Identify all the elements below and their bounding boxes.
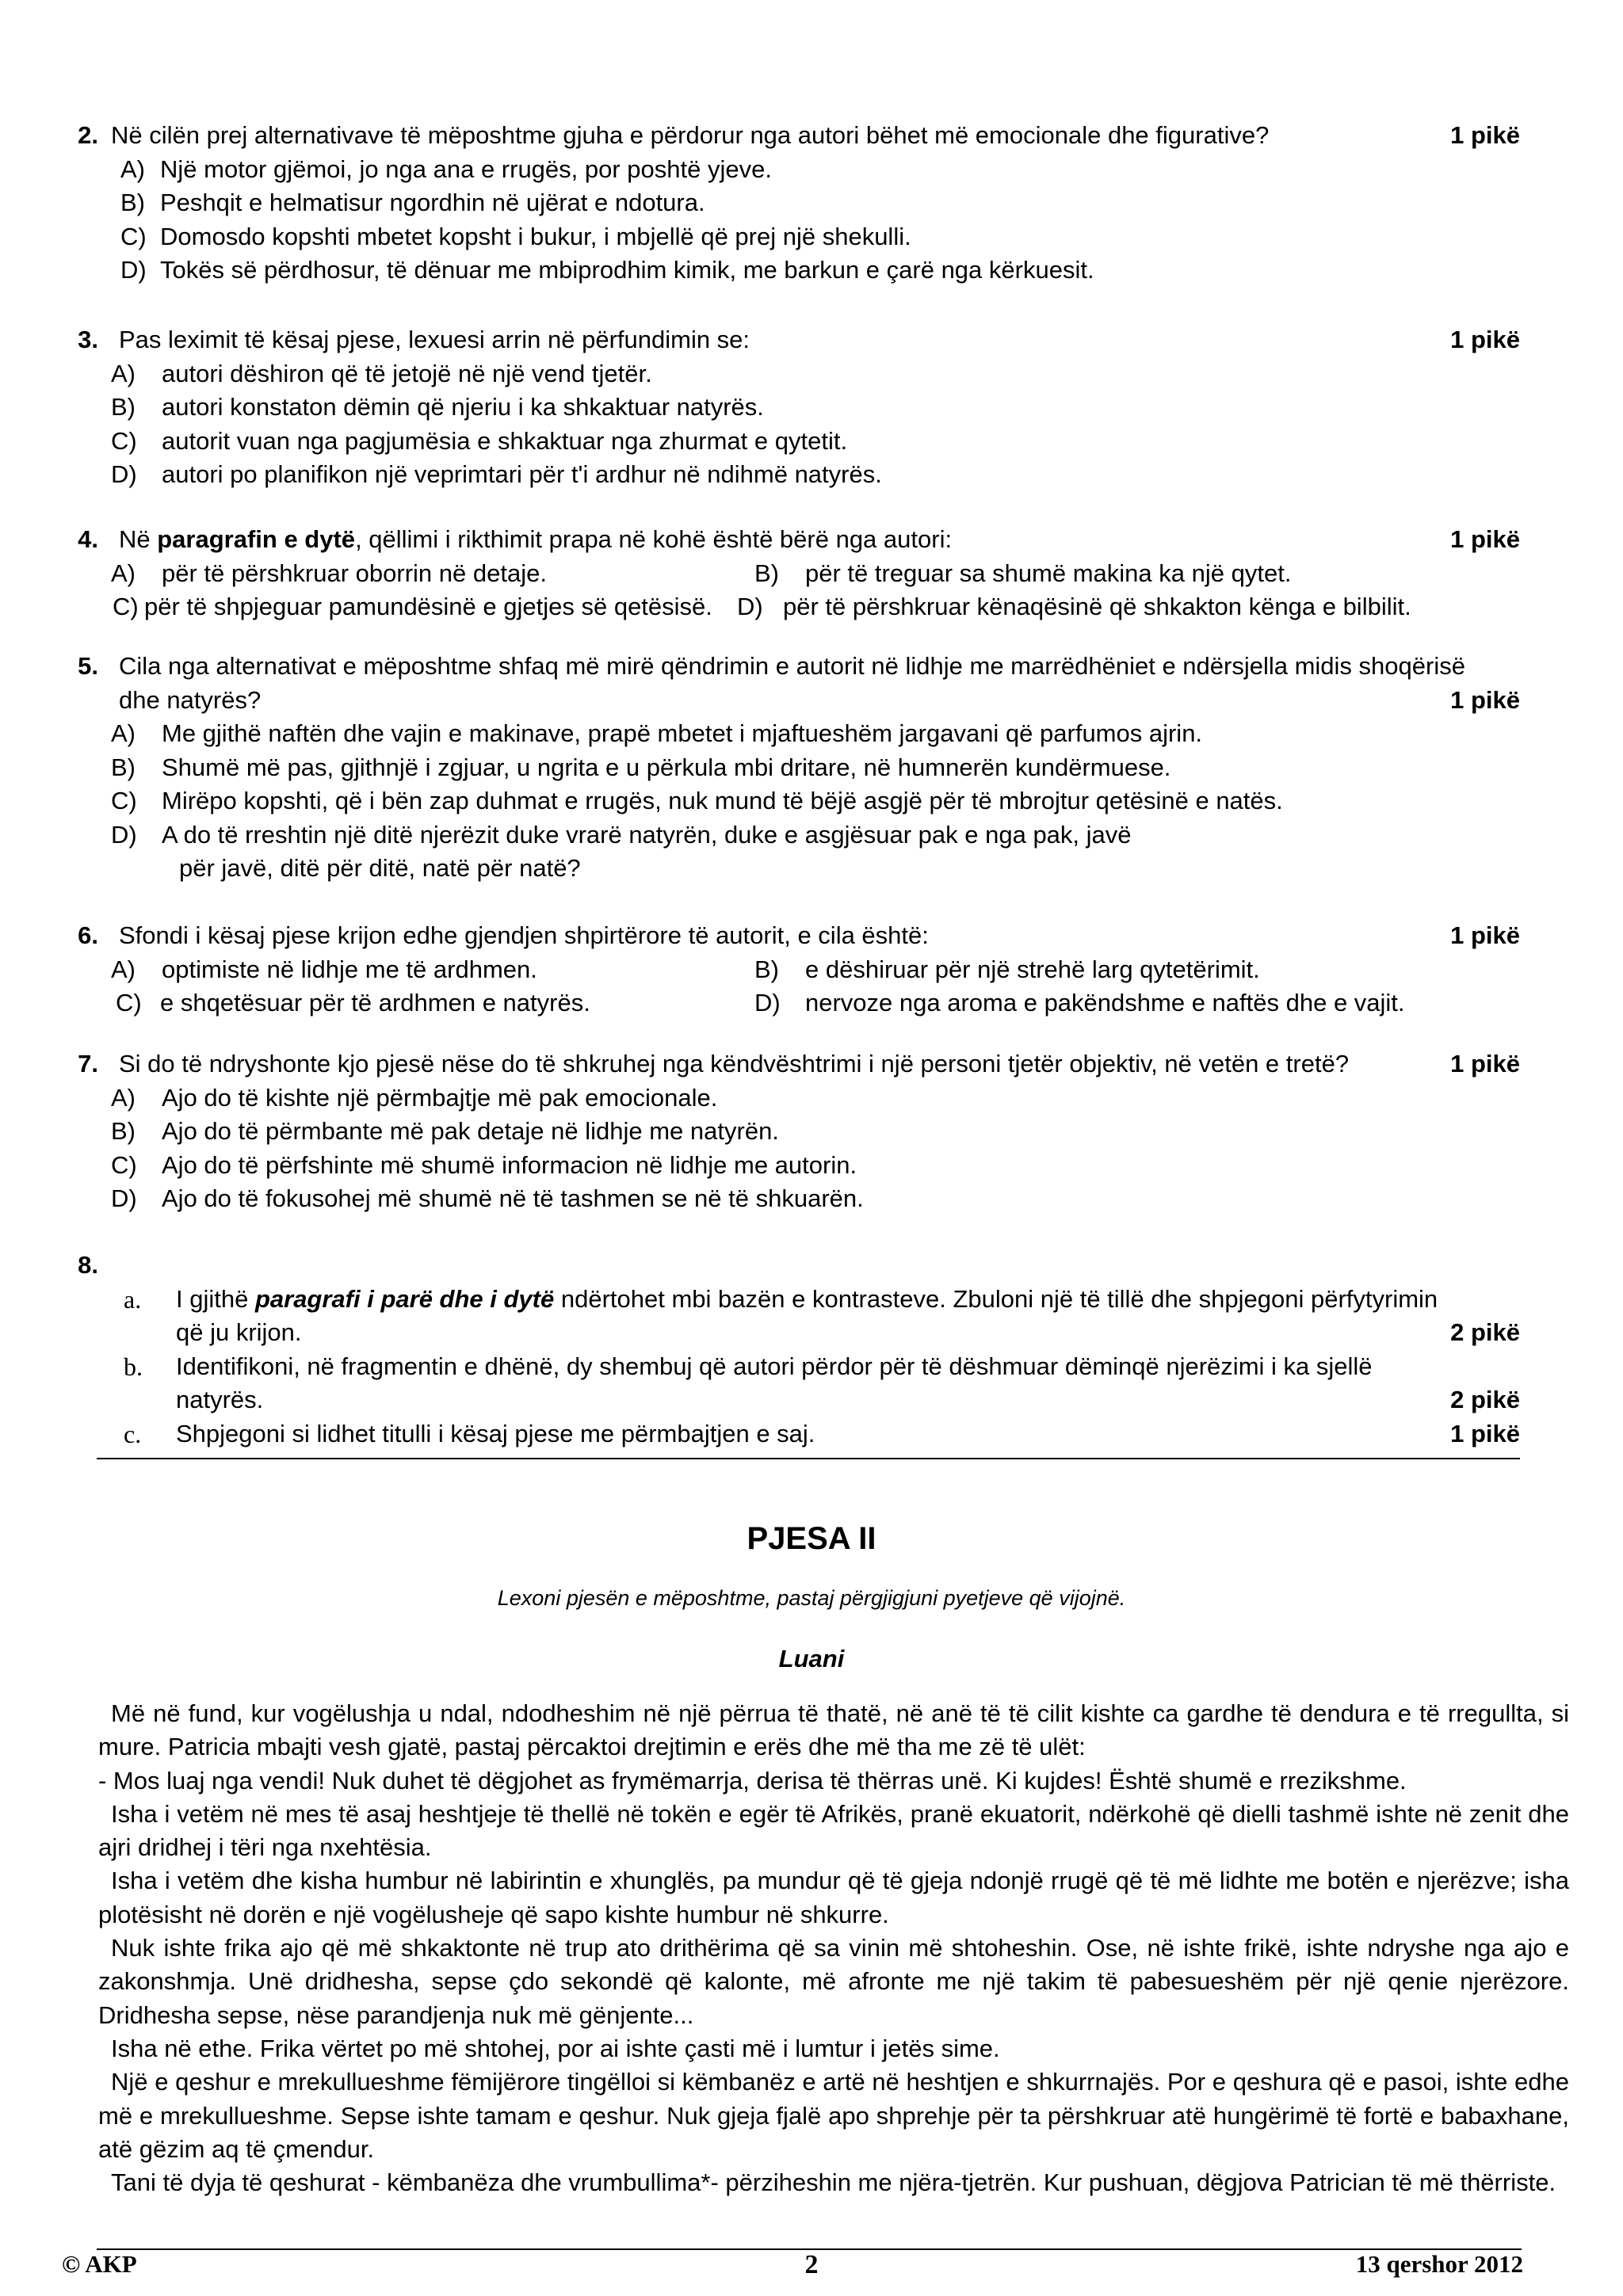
question-7 xyxy=(62,1047,1520,1216)
option-c: C) autorit vuan nga pagjumësia e shkaktuar nga zhurmat e qytetit. xyxy=(111,426,848,455)
question-4 xyxy=(62,523,1520,624)
question-text: Sfondi i kësaj pjese krijon edhe gjendjen shpirtërore të autorit, e cila është: xyxy=(119,921,929,949)
option-d: D) Tokës së përdhosur, të dënuar me mbiprodhim kimik, me barkun e çarë nga kërkuesit. xyxy=(120,256,1094,284)
options-row-1 xyxy=(62,953,1520,987)
question-6 xyxy=(62,919,1520,1020)
option-a: A) autori dëshiron që të jetojë në një vend tjetër. xyxy=(111,359,652,387)
footer-copyright: © AKP xyxy=(62,2250,137,2278)
footer-date: 13 qershor 2012 xyxy=(1355,2250,1523,2278)
question-text: Në paragrafin e dytë, qëllimi i rikthimit prapa në kohë është bërë nga autori: xyxy=(119,525,953,553)
question-number: 4. xyxy=(78,525,98,553)
question-points: 1 pikë xyxy=(1450,525,1520,553)
question-points: 1 pikë xyxy=(1450,921,1520,949)
section-divider xyxy=(97,1458,1520,1459)
story-paragraph: Nuk ishte frika ajo që më shkaktonte në trup ato drithërima që sa vinin më shtoheshin. Ose, në ishte frikë, ishte ndryshe nga ajo e zakonshmja. Unë dridhesha, sepse çdo sekondë që kalonte, më afronte me një takim të pabesueshëm për një qenie njerëzore. Dridhesha sepse, nëse parandjenja nuk më gënjente... xyxy=(98,1934,1569,2029)
option-b: B) e dëshiruar për një strehë larg qytetërimit. xyxy=(754,955,1260,983)
options-row-2 xyxy=(62,986,1520,1020)
option-d: D) Ajo do të fokusohej më shumë në të tashmen se në të shkuarën. xyxy=(111,1184,864,1212)
option-a: A) Me gjithë naftën dhe vajin e makinave, prapë mbetet i mjaftueshëm jargavani që parfumos ajrin. xyxy=(111,719,1203,747)
question-8 xyxy=(62,1249,1520,1451)
option-d: D) A do të rreshtin një ditë njerëzit duke vrarë natyrën, duke e asgjësuar pak e nga pak, javë xyxy=(111,820,1132,849)
question-points: 1 pikë xyxy=(1450,326,1520,353)
question-number: 5. xyxy=(78,652,98,680)
option-b: B) për të treguar sa shumë makina ka një qytet. xyxy=(754,559,1292,587)
story-paragraph: - Mos luaj nga vendi! Nuk duhet të dëgjohet as frymëmarrja, derisa të thërras unë. Ki kujdes! Është shumë e rrezikshme. xyxy=(98,1766,1407,1794)
story-title: Luani xyxy=(778,1645,845,1672)
question-number: 3. xyxy=(78,326,98,353)
option-c: C) Domosdo kopshti mbetet kopsht i bukur, i mbjellë që prej një shekulli. xyxy=(120,222,911,250)
question-number: 6. xyxy=(78,921,98,949)
question-text: Pas leximit të kësaj pjese, lexuesi arrin në përfundimin se: xyxy=(119,326,750,353)
page-number: 2 xyxy=(804,2250,819,2279)
subquestion-a-cont: që ju krijon. 2 pikë xyxy=(176,1318,1520,1346)
story-paragraph: Isha i vetëm dhe kisha humbur në labirintin e xhunglës, pa mundur që të gjeja ndonjë rrugë që të më lidhte me botën e njerëzve; isha plotësisht në dorën e një vogëlusheje që sapo kishte humbur në shkurre. xyxy=(98,1867,1569,1928)
question-number: 7. xyxy=(78,1050,98,1077)
story-text xyxy=(98,1697,1569,2199)
option-b: B) Ajo do të përmbante më pak detaje në lidhje me natyrën. xyxy=(111,1117,779,1145)
subquestion-b: b. Identifikoni, në fragmentin e dhënë, dy shembuj që autori përdor për të dëshmuar dëminqë njerëzimi i ka sjellë xyxy=(124,1352,1373,1381)
option-a: A) për të përshkruar oborrin në detaje. xyxy=(111,559,547,587)
story-paragraph: Një e qeshur e mrekullueshme fëmijërore tingëlloi si këmbanëz e artë në heshtjen e shkurrnajës. Por e qeshura që e pasoi, ishte edhe më e mrekullueshme. Sepse ishte tamam e qeshur. Nuk gjeja fjalë apo shprehje për ta përshkruar atë hungërimë të fortë e babaxhane, atë gëzim aq të çmendur. xyxy=(98,2068,1569,2163)
option-b: B) autori konstaton dëmin që njeriu i ka shkaktuar natyrës. xyxy=(111,393,764,421)
options-row-1 xyxy=(62,557,1520,591)
story-paragraph: Isha në ethe. Frika vërtet po më shtohej, por ai ishte çasti më i lumtur i jetës sime. xyxy=(111,2034,1000,2062)
question-text: Cila nga alternativat e mëposhtme shfaq më mirë qëndrimin e autorit në lidhje me marrëdhëniet e ndërsjella midis shoqërisë xyxy=(119,652,1465,680)
option-d: D) për të përshkruar kënaqësinë që shkakton kënga e bilbilit. xyxy=(737,593,1411,620)
option-a: A) Ajo do të kishte një përmbajtje më pak emocionale. xyxy=(111,1083,718,1112)
options-row-2 xyxy=(62,590,1520,624)
question-2 xyxy=(62,119,1520,288)
option-d: D) nervoze nga aroma e pakëndshme e naftës dhe e vajit. xyxy=(754,989,1405,1016)
question-points: 1 pikë xyxy=(1450,1050,1520,1077)
subquestion-a: a. I gjithë paragrafi i parë dhe i dytë ndërtohet mbi bazën e kontrasteve. Zbuloni një të tillë dhe shpjegoni përfytyrimin xyxy=(124,1284,1438,1314)
question-number: 8. xyxy=(78,1251,98,1279)
option-c: C) e shqetësuar për të ardhmen e natyrës. xyxy=(116,989,590,1016)
option-b: B) Shumë më pas, gjithnjë i zgjuar, u ngrita e u përkula mbi dritare, në humnerën kundërmuese. xyxy=(111,753,1171,781)
question-3 xyxy=(62,323,1520,492)
question-text-cont: dhe natyrës? xyxy=(119,685,262,714)
question-points: 1 pikë xyxy=(1450,121,1520,149)
option-d: D) autori po planifikon një veprimtari për t'i ardhur në ndihmë natyrës. xyxy=(111,460,882,488)
question-points: 1 pikë xyxy=(1450,685,1520,714)
option-c: C) për të shpjeguar pamundësinë e gjetjes së qetësisë. xyxy=(113,593,712,620)
question-number: 2. xyxy=(78,121,98,149)
option-d-cont: për javë, ditë për ditë, natë për natë? xyxy=(179,854,581,882)
question-text: Si do të ndryshonte kjo pjesë nëse do të shkruhej nga këndvështrimi i një personi tjetër objektiv, në vetën e tretë? xyxy=(119,1050,1350,1077)
story-paragraph: Tani të dyja të qeshurat - këmbanëza dhe vrumbullima*- përziheshin me njëra-tjetrën. Kur pushuan, dëgjova Patrician të më thërriste. xyxy=(111,2168,1556,2197)
story-paragraph: Isha i vetëm në mes të asaj heshtjeje të thellë në tokën e egër të Afrikës, pranë ekuatorit, ndërkohë që dielli tashmë ishte në zenit dhe ajri dridhej i tëri nga nxehtësia. xyxy=(98,1799,1569,1862)
subquestion-c: c. Shpjegoni si lidhet titulli i kësaj pjese me përmbajtjen e saj. 1 pikë xyxy=(124,1419,1520,1448)
section-instruction: Lexoni pjesën e mëposhtme, pastaj përgjigjuni pyetjeve që vijojnë. xyxy=(497,1586,1126,1610)
section-title: PJESA II xyxy=(747,1521,876,1556)
option-a: A) optimiste në lidhje me të ardhmen. xyxy=(111,955,537,983)
option-c: C) Mirëpo kopshti, që i bën zap duhmat e rrugës, nuk mund të bëjë asgjë për të mbrojtur qetësinë e natës. xyxy=(111,787,1283,814)
option-b: B) Peshqit e helmatisur ngordhin në ujërat e ndotura. xyxy=(120,189,705,216)
question-5 xyxy=(62,650,1520,886)
story-paragraph: Më në fund, kur vogëlushja u ndal, ndodheshim në një përrua të thatë, në anë të të cilit kishte ca gardhe të dendura e të rregullta, si mure. Patricia mbajti vesh gjatë, pastaj përcaktoi drejtimin e erës dhe më tha me zë të ulët: xyxy=(98,1699,1569,1761)
option-c: C) Ajo do të përfshinte më shumë informacion në lidhje me autorin. xyxy=(111,1150,857,1179)
question-text: Në cilën prej alternativave të mëposhtme gjuha e përdorur nga autori bëhet më emocionale dhe figurative? xyxy=(111,121,1270,149)
option-a: A) Një motor gjëmoi, jo nga ana e rrugës, por poshtë yjeve. xyxy=(120,154,772,183)
subquestion-b-cont: natyrës. 2 pikë xyxy=(176,1386,1520,1413)
